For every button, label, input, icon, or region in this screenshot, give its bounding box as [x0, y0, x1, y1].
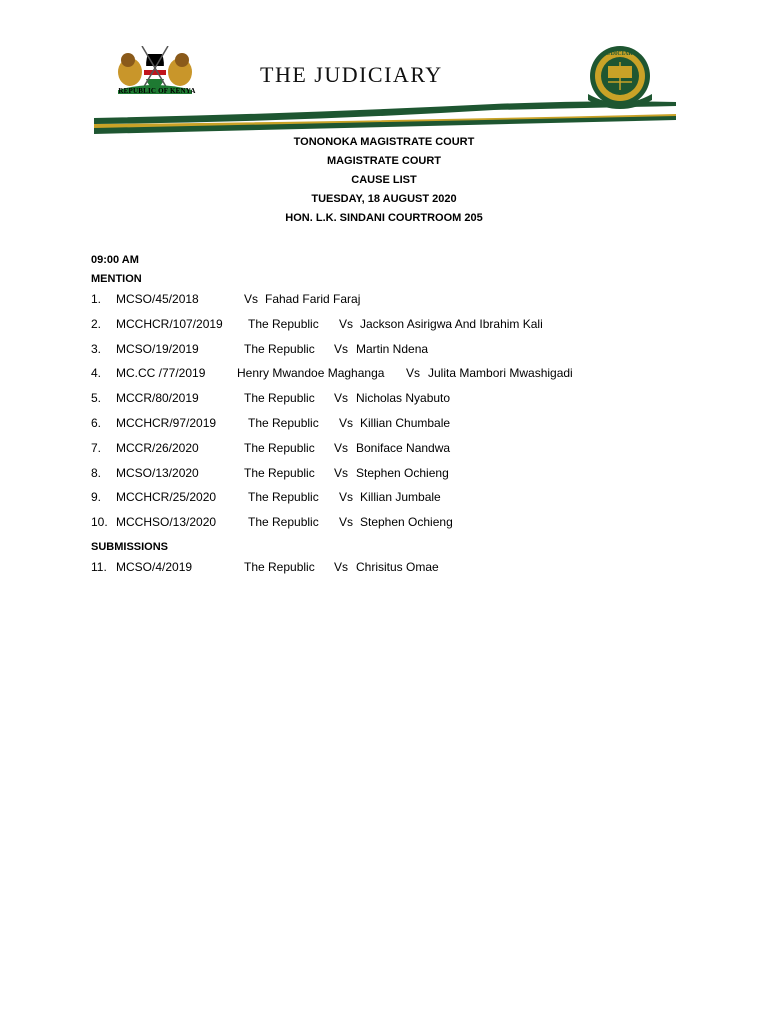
case-number: 10.	[91, 515, 108, 530]
case-respondent: Stephen Ochieng	[360, 515, 453, 530]
case-respondent: Julita Mambori Mwashigadi	[428, 366, 573, 381]
court-name: TONONOKA MAGISTRATE COURT	[293, 136, 475, 148]
case-number: 7.	[91, 440, 102, 455]
session-time: 09:00 AM	[91, 254, 139, 266]
case-respondent: Martin Ndena	[356, 341, 429, 356]
case-id: MCCR/26/2020	[116, 440, 199, 455]
list-title: CAUSE LIST	[351, 174, 417, 186]
case-id: MCSO/13/2020	[116, 465, 199, 480]
case-number: 6.	[91, 415, 102, 430]
seal-top-text: JUDICIARY	[603, 51, 637, 57]
case-number: 8.	[91, 465, 102, 480]
case-number: 1.	[91, 292, 102, 306]
case-vs: Vs	[406, 366, 421, 381]
case-vs: Vs	[334, 560, 349, 574]
case-number: 11.	[91, 560, 107, 574]
case-vs: Vs	[339, 515, 354, 530]
case-vs: Vs	[334, 440, 349, 455]
case-number: 9.	[91, 490, 102, 505]
republic-of-kenya-label: REPUBLIC OF KENYA	[118, 87, 196, 95]
case-id: MCSO/4/2019	[116, 560, 193, 574]
cause-list-heading	[0, 133, 768, 228]
mention-heading: MENTION	[91, 273, 142, 285]
case-party: The Republic	[244, 560, 315, 574]
case-party: The Republic	[248, 316, 319, 331]
case-number: 5.	[91, 391, 102, 406]
case-respondent: Fahad Farid Faraj	[265, 292, 361, 306]
case-number: 3.	[91, 341, 102, 356]
case-respondent: Stephen Ochieng	[356, 465, 449, 480]
case-respondent: Nicholas Nyabuto	[356, 391, 451, 406]
case-party: Henry Mwandoe Maghanga	[237, 366, 385, 381]
case-vs: Vs	[334, 341, 349, 356]
case-vs: Vs	[244, 292, 259, 306]
case-vs: Vs	[339, 415, 354, 430]
case-vs: Vs	[339, 316, 354, 331]
judge-courtroom: HON. L.K. SINDANI COURTROOM 205	[285, 212, 483, 224]
case-id: MCCHSO/13/2020	[116, 515, 217, 530]
case-respondent: Chrisitus Omae	[356, 560, 439, 574]
case-respondent: Killian Jumbale	[360, 490, 441, 505]
case-respondent: Killian Chumbale	[360, 415, 451, 430]
case-id: MCSO/19/2019	[116, 341, 199, 356]
case-respondent: Jackson Asirigwa And Ibrahim Kali	[360, 316, 543, 331]
case-party: The Republic	[244, 391, 315, 406]
case-party: The Republic	[248, 415, 319, 430]
case-number: 2.	[91, 316, 102, 331]
judiciary-title: THE JUDICIARY	[260, 62, 443, 87]
case-id: MCCR/80/2019	[116, 391, 199, 406]
letterhead	[94, 40, 676, 140]
case-id: MCSO/45/2018	[116, 292, 199, 306]
submissions-heading: SUBMISSIONS	[91, 541, 169, 553]
case-party: The Republic	[244, 440, 315, 455]
case-number: 4.	[91, 366, 102, 381]
list-date: TUESDAY, 18 AUGUST 2020	[311, 193, 457, 205]
case-party: The Republic	[248, 490, 319, 505]
court-division: MAGISTRATE COURT	[326, 155, 442, 167]
case-id: MCCHCR/107/2019	[116, 316, 223, 331]
case-vs: Vs	[339, 490, 354, 505]
case-party: The Republic	[244, 465, 315, 480]
case-id: MC.CC /77/2019	[116, 366, 206, 381]
case-id: MCCHCR/97/2019	[116, 415, 217, 430]
case-respondent: Boniface Nandwa	[356, 440, 451, 455]
case-party: The Republic	[248, 515, 319, 530]
case-vs: Vs	[334, 465, 349, 480]
case-vs: Vs	[334, 391, 349, 406]
case-party: The Republic	[244, 341, 315, 356]
case-id: MCCHCR/25/2020	[116, 490, 217, 505]
